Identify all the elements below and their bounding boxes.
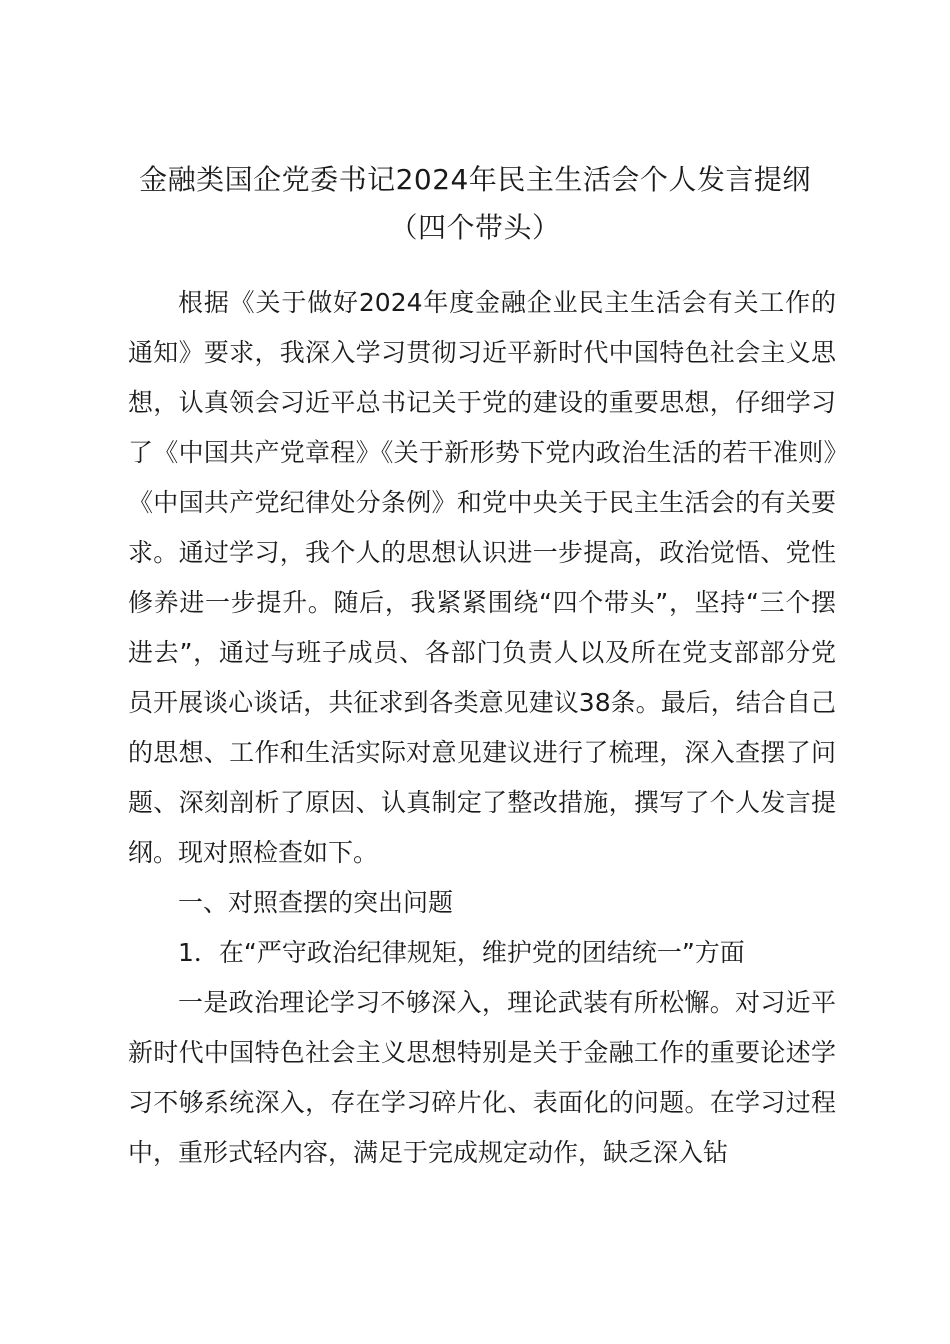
section-heading: 一、对照查摆的突出问题: [178, 888, 454, 917]
subsection-heading: 1．在“严守政治纪律规矩，维护党的团结统一”方面: [178, 938, 745, 967]
document-body: [128, 278, 836, 1178]
document-title: 金融类国企党委书记2024年民主生活会个人发言提纲: [139, 163, 811, 196]
intro-paragraph: 根据《关于做好2024年度金融企业民主生活会有关工作的通知》要求，我深入学习贯彻习近平新时代中国特色社会主义思想，认真领会习近平总书记关于党的建设的重要思想，仔细学习了《中国共产党章程》《关于新形势下党内政治生活的若干准则》《中国共产党纪律处分条例》和党中央关于民主生活会的有关要求。通过学习，我个人的思想认识进一步提高，政治觉悟、党性修养进一步提升。随后，我紧紧围绕“四个带头”，坚持“三个摆进去”，通过与班子成员、各部门负责人以及所在党支部部分党员开展谈心谈话，共征求到各类意见建议38条。最后，结合自己的思想、工作和生活实际对意见建议进行了梳理，深入查摆了问题、深刻剖析了原因、认真制定了整改措施，撰写了个人发言提纲。现对照检查如下。: [128, 288, 836, 867]
document-subtitle: （四个带头）: [389, 211, 561, 244]
body-paragraph: 一是政治理论学习不够深入，理论武装有所松懈。对习近平新时代中国特色社会主义思想特别是关于金融工作的重要论述学习不够系统深入，存在学习碎片化、表面化的问题。在学习过程中，重形式轻内容，满足于完成规定动作，缺乏深入钻: [128, 988, 836, 1167]
